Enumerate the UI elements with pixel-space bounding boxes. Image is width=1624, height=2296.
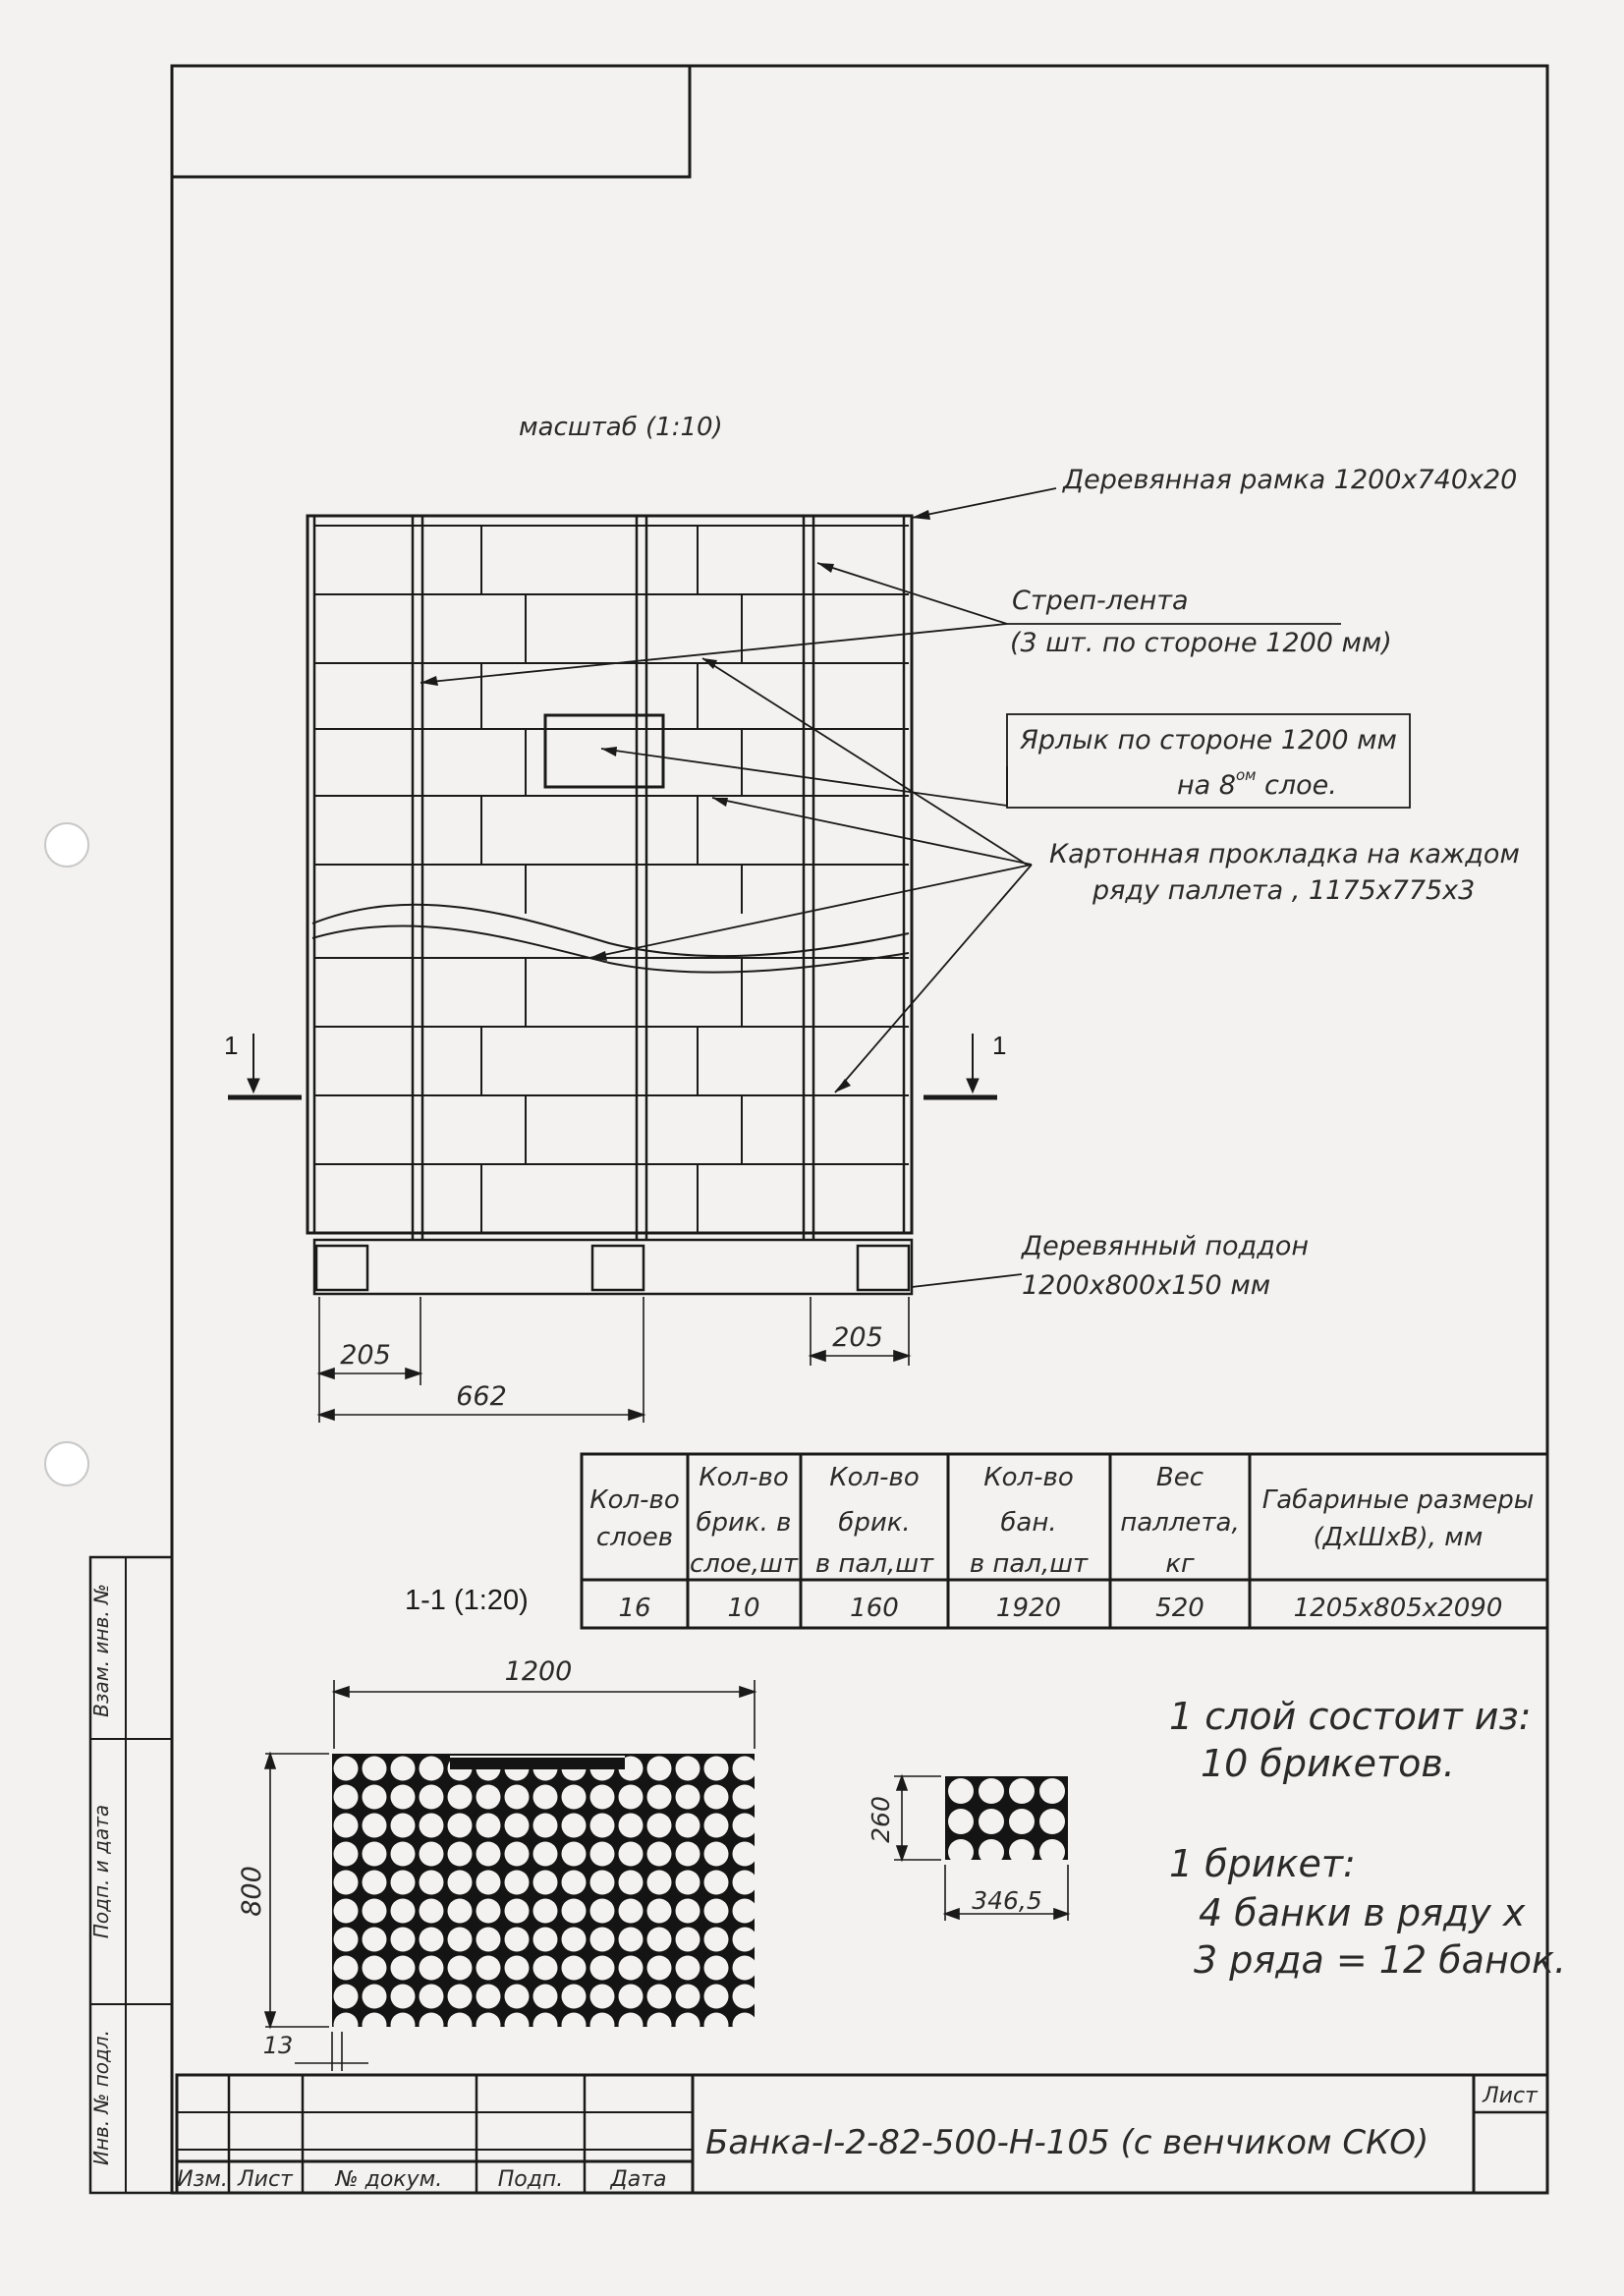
note-brick-3: 3 ряда = 12 банок. xyxy=(1194,1938,1567,1982)
title-block-headers xyxy=(177,2167,666,2192)
callout-frame: Деревянная рамка 1200х740х20 xyxy=(1063,465,1518,495)
can-circle xyxy=(391,2013,416,2038)
can-circle xyxy=(448,1842,473,1867)
dim-662: 662 xyxy=(456,1381,507,1412)
can-circle xyxy=(476,1842,501,1867)
dim-205-left: 205 xyxy=(340,1340,391,1371)
can-circle xyxy=(505,2013,530,2038)
can-circle xyxy=(476,1871,501,1895)
can-circle xyxy=(334,1785,359,1810)
callout-strap-2: (3 шт. по стороне 1200 мм) xyxy=(1010,628,1392,658)
can-circle xyxy=(619,1871,644,1895)
can-circle xyxy=(647,1956,672,1981)
can-circle xyxy=(533,1956,558,1981)
can-circle xyxy=(704,1785,729,1810)
th-bricks-pal-1: Кол-во xyxy=(829,1463,920,1492)
can-circle xyxy=(448,1899,473,1924)
can-circle xyxy=(647,1899,672,1924)
can-circle xyxy=(619,1985,644,2009)
can-circle xyxy=(448,1785,473,1810)
can-circle xyxy=(676,1757,700,1781)
tb-header-date: Дата xyxy=(610,2167,667,2192)
can-circle xyxy=(476,1814,501,1838)
can-circle xyxy=(562,1842,587,1867)
can-circle xyxy=(979,1809,1004,1834)
can-circle xyxy=(363,1842,387,1867)
can-circle xyxy=(533,1842,558,1867)
can-circle xyxy=(420,1899,444,1924)
section-markers xyxy=(228,1034,997,1097)
can-circle xyxy=(1009,1839,1035,1865)
can-circle xyxy=(619,1956,644,1981)
can-circle xyxy=(334,1985,359,2009)
can-circle xyxy=(1009,1778,1035,1804)
can-circle xyxy=(733,1899,757,1924)
can-circle xyxy=(334,1956,359,1981)
brick-joints xyxy=(481,526,742,1233)
th-cans-pal-1: Кол-во xyxy=(983,1463,1074,1492)
can-circle xyxy=(562,2013,587,2038)
can-circle xyxy=(533,1871,558,1895)
can-circle xyxy=(676,1928,700,1952)
can-circle xyxy=(334,1899,359,1924)
can-circle xyxy=(704,1871,729,1895)
can-circle xyxy=(334,1928,359,1952)
can-circle xyxy=(476,1928,501,1952)
plan-view xyxy=(332,1754,757,2038)
can-circle xyxy=(676,1814,700,1838)
note-layer-2: 10 брикетов. xyxy=(1201,1742,1455,1785)
table-values xyxy=(618,1594,1502,1623)
dim-205-right: 205 xyxy=(832,1322,883,1353)
dim-plan-800: 800 xyxy=(237,1866,267,1917)
can-circle xyxy=(979,1839,1004,1865)
can-circle xyxy=(1039,1809,1065,1834)
brick-view xyxy=(945,1776,1068,1865)
can-circle xyxy=(448,1985,473,2009)
can-circle xyxy=(505,1785,530,1810)
can-circle xyxy=(391,1928,416,1952)
can-circle xyxy=(363,1785,387,1810)
can-circle xyxy=(420,1956,444,1981)
can-circle xyxy=(505,1956,530,1981)
can-circle xyxy=(505,1985,530,2009)
can-circle xyxy=(505,1871,530,1895)
can-circle xyxy=(733,1842,757,1867)
can-circle xyxy=(562,1928,587,1952)
can-circle xyxy=(619,1814,644,1838)
can-circle xyxy=(420,1985,444,2009)
note-brick-1: 1 брикет: xyxy=(1169,1842,1356,1885)
th-bricks-layer-2: брик. в xyxy=(696,1508,792,1538)
tb-header-doc: № докум. xyxy=(335,2167,443,2192)
can-circle xyxy=(420,1871,444,1895)
td-layers: 16 xyxy=(618,1594,651,1623)
td-bricks-pal: 160 xyxy=(850,1594,899,1623)
leader-arrowheads xyxy=(420,510,930,1092)
can-circle xyxy=(590,1814,615,1838)
can-circle xyxy=(533,1814,558,1838)
wooden-pallet xyxy=(314,1240,912,1294)
tb-header-sign: Подп. xyxy=(497,2167,564,2192)
can-circle xyxy=(476,1985,501,2009)
can-circle xyxy=(948,1809,974,1834)
can-circle xyxy=(476,1899,501,1924)
th-dimensions-2: (ДхШхВ), мм xyxy=(1313,1523,1484,1552)
th-weight-2: паллета, xyxy=(1120,1508,1240,1538)
can-circle xyxy=(733,1814,757,1838)
note-layer-1: 1 слой состоит из: xyxy=(1169,1695,1532,1738)
can-circle xyxy=(733,1785,757,1810)
can-circle xyxy=(647,1785,672,1810)
can-circle xyxy=(391,1814,416,1838)
can-circle xyxy=(420,1842,444,1867)
can-circle xyxy=(590,1871,615,1895)
can-circle xyxy=(704,1928,729,1952)
can-circle xyxy=(476,1785,501,1810)
can-circle xyxy=(448,1814,473,1838)
can-circle xyxy=(676,1899,700,1924)
section-marker-left: 1 xyxy=(224,1031,239,1060)
can-circle xyxy=(704,1814,729,1838)
th-bricks-layer-3: слое,шт xyxy=(689,1549,799,1579)
can-circle xyxy=(533,1785,558,1810)
can-circle xyxy=(647,1757,672,1781)
can-circle xyxy=(476,2013,501,2038)
can-circle xyxy=(334,1871,359,1895)
can-circle xyxy=(334,1842,359,1867)
can-circle xyxy=(733,1871,757,1895)
can-circle xyxy=(448,2013,473,2038)
can-circle xyxy=(733,2013,757,2038)
can-circle xyxy=(733,1956,757,1981)
can-circle xyxy=(948,1778,974,1804)
td-dimensions: 1205х805х2090 xyxy=(1293,1594,1503,1623)
can-circle xyxy=(391,1871,416,1895)
can-circle xyxy=(1039,1839,1065,1865)
can-circle xyxy=(391,1842,416,1867)
can-circle xyxy=(562,1871,587,1895)
dim-brick-346: 346,5 xyxy=(972,1886,1042,1915)
dim-plan-1200: 1200 xyxy=(504,1656,573,1687)
can-circle xyxy=(476,1956,501,1981)
can-circle xyxy=(1039,1778,1065,1804)
can-circle xyxy=(590,2013,615,2038)
can-circle xyxy=(676,1785,700,1810)
td-weight: 520 xyxy=(1155,1594,1204,1623)
can-circle xyxy=(619,1785,644,1810)
can-circle xyxy=(979,1778,1004,1804)
th-bricks-pal-3: в пал,шт xyxy=(814,1549,934,1579)
can-circle xyxy=(647,1871,672,1895)
can-circle xyxy=(590,1928,615,1952)
can-circle xyxy=(420,1928,444,1952)
callout-strap-1: Стреп-лента xyxy=(1012,586,1189,616)
tb-header-list: Лист xyxy=(238,2167,293,2192)
can-circle xyxy=(505,1814,530,1838)
can-circle xyxy=(647,1928,672,1952)
callout-pallet-2: 1200х800х150 мм xyxy=(1022,1270,1271,1301)
th-bricks-layer-1: Кол-во xyxy=(699,1463,789,1492)
punch-holes xyxy=(45,823,88,1485)
can-circle xyxy=(948,1839,974,1865)
can-circle xyxy=(619,1842,644,1867)
can-circle xyxy=(391,1757,416,1781)
stamp-replace-inv: Взам. инв. № xyxy=(89,1584,113,1717)
can-circle xyxy=(363,1814,387,1838)
can-circle xyxy=(391,1956,416,1981)
can-circle xyxy=(590,1985,615,2009)
can-circle xyxy=(533,1899,558,1924)
can-circle xyxy=(676,1842,700,1867)
dim-plan-13: 13 xyxy=(262,2032,294,2059)
can-circle xyxy=(704,1899,729,1924)
can-circle xyxy=(533,1985,558,2009)
can-circle xyxy=(733,1757,757,1781)
can-circle xyxy=(676,2013,700,2038)
can-circle xyxy=(334,1814,359,1838)
can-circle xyxy=(363,1899,387,1924)
th-weight-1: Вес xyxy=(1155,1463,1204,1492)
can-circle xyxy=(590,1899,615,1924)
can-circle xyxy=(647,1814,672,1838)
th-layers-1: Кол-во xyxy=(589,1485,680,1515)
tb-header-izm: Изм. xyxy=(177,2167,228,2192)
stamp-inv-original: Инв. № подл. xyxy=(89,2030,113,2165)
th-cans-pal-3: в пал,шт xyxy=(969,1549,1089,1579)
td-bricks-layer: 10 xyxy=(727,1594,760,1623)
can-circle xyxy=(562,1785,587,1810)
can-circle xyxy=(733,1985,757,2009)
section-title: 1-1 (1:20) xyxy=(405,1585,529,1616)
callout-cardboard-1: Картонная прокладка на каждом xyxy=(1049,839,1520,869)
can-circle xyxy=(448,1956,473,1981)
can-circle xyxy=(562,1985,587,2009)
can-circle xyxy=(363,1757,387,1781)
can-circle xyxy=(676,1956,700,1981)
title-block-title: Банка-I-2-82-500-Н-105 (с венчиком СКО) xyxy=(705,2123,1429,2162)
can-circle xyxy=(704,2013,729,2038)
can-circle xyxy=(420,1814,444,1838)
th-bricks-pal-2: брик. xyxy=(838,1508,911,1538)
can-circle xyxy=(562,1814,587,1838)
can-circle xyxy=(676,1871,700,1895)
can-circle xyxy=(533,2013,558,2038)
can-circle xyxy=(590,1956,615,1981)
can-circle xyxy=(733,1928,757,1952)
can-circle xyxy=(647,2013,672,2038)
can-circle xyxy=(334,2013,359,2038)
can-circle xyxy=(619,1899,644,1924)
can-circle xyxy=(505,1899,530,1924)
can-circle xyxy=(562,1956,587,1981)
can-circle xyxy=(647,1842,672,1867)
can-circle xyxy=(391,1785,416,1810)
can-circle xyxy=(334,1757,359,1781)
td-cans-pal: 1920 xyxy=(995,1594,1062,1623)
strap-bands xyxy=(314,516,904,1240)
can-circle xyxy=(391,1899,416,1924)
can-circle xyxy=(363,2013,387,2038)
scale-top-label: масштаб (1:10) xyxy=(519,413,723,442)
callout-pallet-1: Деревянный поддон xyxy=(1022,1231,1310,1261)
can-circle xyxy=(363,1928,387,1952)
layer-lines xyxy=(314,526,909,1233)
can-circle xyxy=(704,1842,729,1867)
title-block-sheet-label: Лист xyxy=(1483,2084,1538,2108)
th-layers-2: слоев xyxy=(595,1523,674,1552)
elevation-dimensions xyxy=(319,1297,909,1423)
callout-label-1: Ярлык по стороне 1200 мм xyxy=(1020,725,1397,756)
stamp-sign-date: Подп. и дата xyxy=(89,1804,113,1939)
note-brick-2: 4 банки в ряду х xyxy=(1199,1891,1526,1934)
can-circle xyxy=(619,2013,644,2038)
pallet-elevation xyxy=(308,516,912,1294)
th-cans-pal-2: бан. xyxy=(1000,1508,1057,1538)
section-marker-right: 1 xyxy=(992,1031,1007,1060)
can-circle xyxy=(363,1985,387,2009)
can-circle xyxy=(704,1956,729,1981)
can-circle xyxy=(448,1871,473,1895)
can-circle xyxy=(363,1956,387,1981)
can-circle xyxy=(505,1842,530,1867)
can-circle xyxy=(1009,1809,1035,1834)
can-circle xyxy=(448,1928,473,1952)
can-circle xyxy=(562,1899,587,1924)
th-weight-3: кг xyxy=(1165,1549,1195,1579)
can-circle xyxy=(363,1871,387,1895)
dim-brick-260: 260 xyxy=(867,1796,895,1843)
callout-label-2: на $8^{ом}$ слое. xyxy=(1177,766,1337,801)
can-circle xyxy=(676,1985,700,2009)
can-circle xyxy=(590,1842,615,1867)
can-circle xyxy=(420,1757,444,1781)
can-circle xyxy=(619,1928,644,1952)
callout-cardboard-2: ряду паллета , 1175х775х3 xyxy=(1092,875,1476,906)
can-circle xyxy=(704,1757,729,1781)
can-circle xyxy=(533,1928,558,1952)
can-circle xyxy=(590,1785,615,1810)
can-circle xyxy=(420,1785,444,1810)
can-circle xyxy=(420,2013,444,2038)
th-dimensions-1: Габариные размеры xyxy=(1261,1485,1535,1515)
can-circle xyxy=(704,1985,729,2009)
can-circle xyxy=(391,1985,416,2009)
table-headers xyxy=(589,1463,1534,1579)
can-circle xyxy=(647,1985,672,2009)
can-circle xyxy=(505,1928,530,1952)
